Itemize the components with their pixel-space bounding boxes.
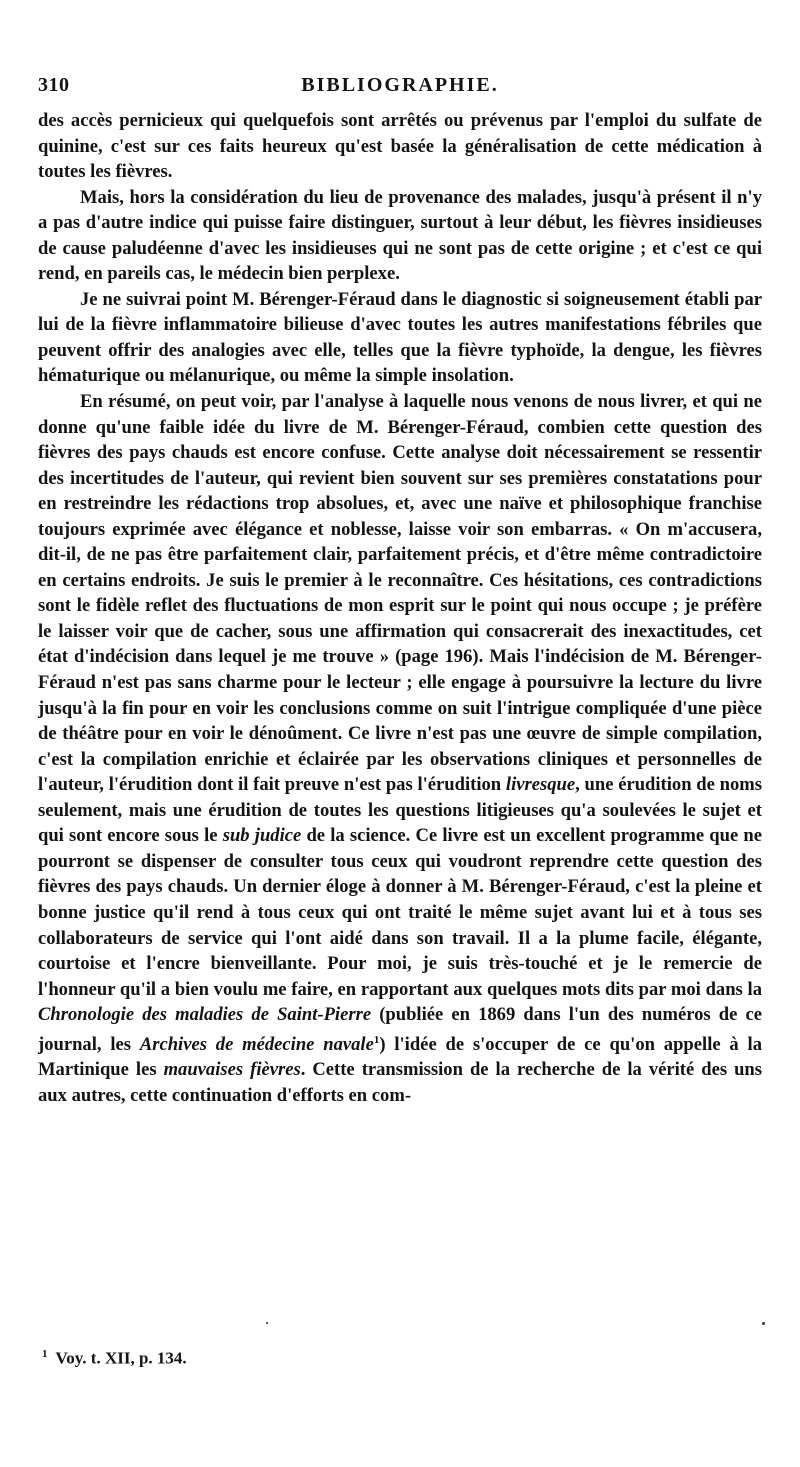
paragraph-4-text-a: En résumé, on peut voir, par l'analyse à laquelle nous venons de nous livrer, et qui ne donne qu'une faible idée du livre de M. Bérenger-Féraud, combien cette question des fièvres des pays chauds est encore confuse. Cette analyse doit nécessairement se ressentir des incertitudes de l'auteur, qui revient bien souvent sur ses premières constatations pour en restreindre les rédactions trop absolues, et, avec une naïve et philosophique franchise toujours exprimée avec élégance et noblesse, laisse voir son embarras. « On m'accusera, dit-il, de ne pas être parfaitement clair, parfaitement précis, et d'être même contradictoire en certains endroits. Je suis le premier à le reconnaître. Ces hésitations, ces contradictions sont le fidèle reflet des fluctuations de mon esprit sur le point qui nous occupe ; je préfère le laisser voir que de cacher, sous une affirmation qui consacrerait des inexactitudes, cet état d'indécision dans lequel je me trouve » (page 196). Mais l'indécision de M. Bérenger-Féraud n'est pas sans charme pour le lecteur ; elle engage à poursuivre la lecture du livre jusqu'à la fin pour en voir les conclusions comme on suit l'intrigue compliquée d'une pièce de théâtre pour en voir le dénoûment. Ce livre n'est pas une œuvre de simple compilation, c'est la compilation enrichie et éclairée par les observations cliniques et personnelles de l'auteur, l'érudition dont il fait preuve n'est pas l'érudition xyxy=(38,391,762,796)
paragraph-4-text-b: , une érudition de noms seulement, mais une érudition de toutes les questions litigieuses qu'a soulevées le sujet et qui sont encore sous le xyxy=(38,774,763,847)
footnote-reference[interactable]: 1 xyxy=(373,1033,380,1046)
running-title: BIBLIOGRAPHIE. xyxy=(301,74,499,96)
paragraph-2: Mais, hors la considération du lieu de provenance des malades, jusqu'à présent il n'y a pas d'autre indice qui puisse faire distinguer, surtout à leur début, les fièvres insidieuses de cause paludéenne d'avec les insidieuses qui ne sont pas de cette origine ; et c'est ce qui rend, en pareils cas, le médecin bien perplexe. xyxy=(38,186,762,285)
print-speck xyxy=(762,1322,765,1325)
page-number: 310 xyxy=(38,74,70,96)
italic-sub-judice: sub judice xyxy=(222,825,302,847)
paragraph-4-text-d: (publiée en 1869 dans l'un des numéros de ce journal, les xyxy=(38,1004,762,1055)
footnote xyxy=(42,1348,187,1369)
paragraph-4 xyxy=(38,389,762,1109)
running-head xyxy=(38,74,762,100)
print-speck xyxy=(266,1322,268,1324)
paragraph-4-text-f: . Cette transmission de la recherche de la vérité des uns aux autres, cette continuation d'efforts en com- xyxy=(38,1059,763,1106)
italic-chronologie-title: Chronologie des maladies de Saint-Pierre xyxy=(38,1004,372,1026)
italic-archives-title: Archives de médecine navale xyxy=(139,1033,374,1055)
paragraph-1: des accès pernicieux qui quelquefois sont arrêtés ou prévenus par l'emploi du sulfate de quinine, c'est sur ces faits heureux qu'est basée la généralisation de cette médication à toutes les fièvres. xyxy=(38,110,762,183)
body-text xyxy=(38,108,762,1109)
book-page xyxy=(38,0,762,1467)
footnote-text: Voy. t. XII, p. 134. xyxy=(55,1348,187,1368)
paragraph-3: Je ne suivrai point M. Bérenger-Féraud dans le diagnostic si soigneusement établi par lui de la fièvre inflammatoire bilieuse d'avec toutes les autres manifestations fébriles que peuvent offrir des analogies avec elle, telles que la fièvre typhoïde, la dengue, les fièvres hématurique ou mélanurique, ou même la simple insolation. xyxy=(38,288,762,387)
paragraph-4-text-c: de la science. Ce livre est un excellent programme que ne pourront se dispenser de consulter tous ceux qui voudront reprendre cette question des fièvres des pays chauds. Un dernier éloge à donner à M. Bérenger-Féraud, c'est la pleine et bonne justice qu'il rend à tous ceux qui ont traité le même sujet avant lui et à tous ses collaborateurs de service qui l'ont aidé dans son travail. Il a la plume facile, élégante, courtoise et l'encre bienveillante. Pour moi, je suis très-touché et je le remercie de l'honneur qu'il a bien voulu me faire, en rapportant aux quelques mots dits par moi dans la xyxy=(38,825,762,1000)
italic-mauvaises-fievres: mauvaises fièvres xyxy=(163,1059,301,1081)
italic-livresque: livresque xyxy=(505,774,576,796)
paragraph-4-text-e: ) l'idée de s'occuper de ce qu'on appelle à la Martinique les xyxy=(38,1033,762,1081)
footnote-marker: 1 xyxy=(42,1348,48,1360)
